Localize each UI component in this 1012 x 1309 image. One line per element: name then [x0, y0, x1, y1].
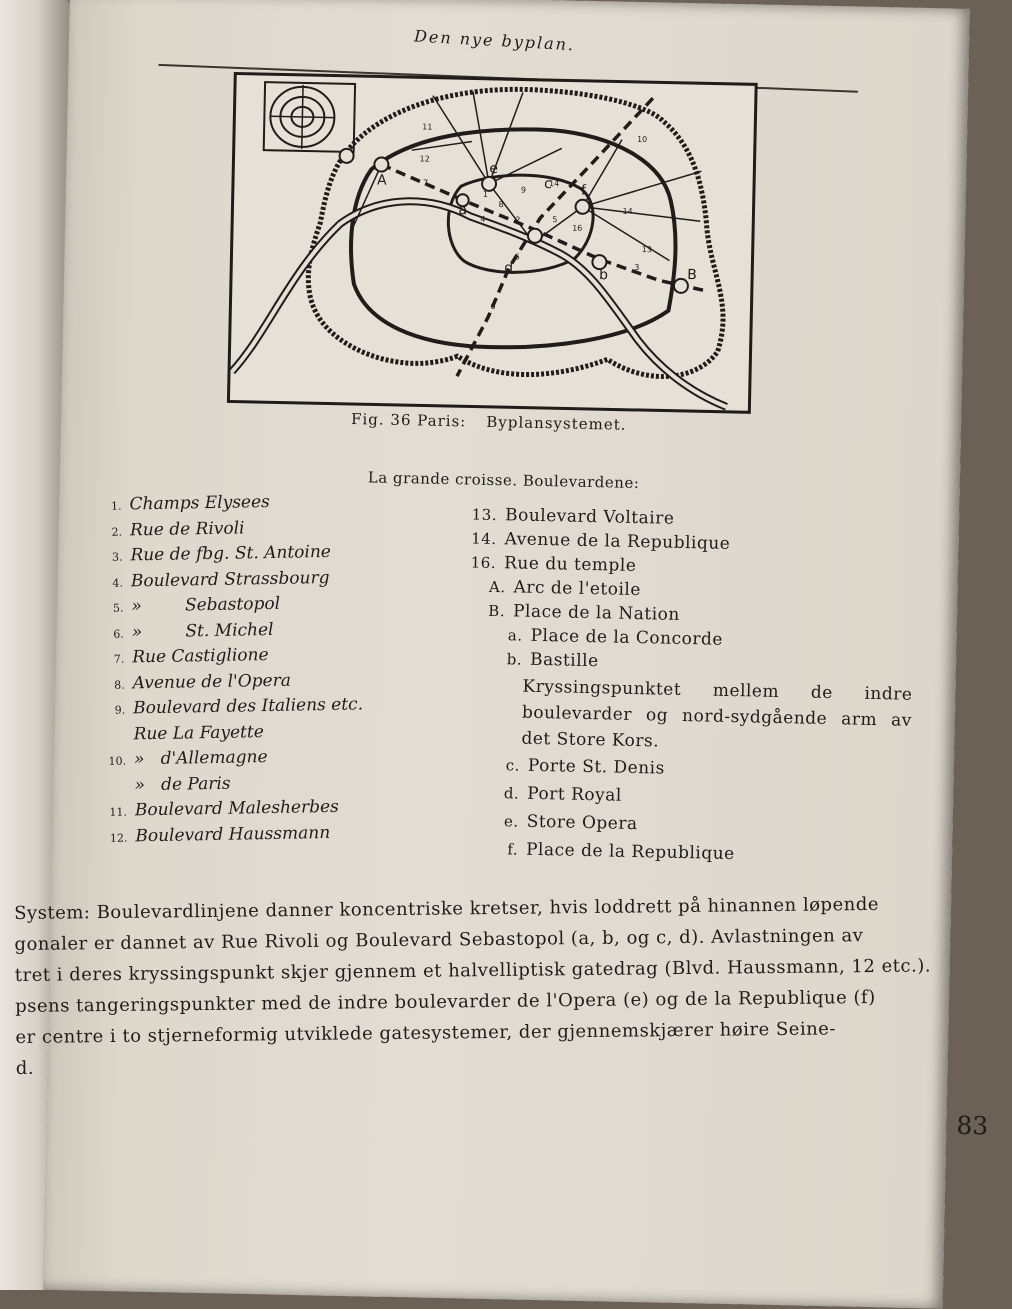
list-item: b. Bastille [506, 649, 599, 672]
svg-text:7: 7 [422, 178, 429, 188]
svg-text:10: 10 [636, 134, 648, 145]
list-item: 8. Avenue de l'Opera [114, 670, 292, 693]
concentric-circles-icon [264, 82, 355, 152]
list-item: 10. » d'Allemagne [108, 747, 268, 770]
map-label-d: d [504, 260, 514, 277]
body-line: tret i deres kryssingspunkt skjer gjennem et halvelliptisk gatedrag (Blvd. Haussmann, 12 etc.). [14, 955, 932, 986]
figure-caption-label: Fig. 36 Paris: [350, 409, 467, 431]
list-item: 11. Boulevard Malesherbes [109, 796, 339, 821]
body-paragraph [14, 888, 946, 1084]
svg-text:4: 4 [480, 214, 486, 224]
figure-caption-title: Byplansystemet. [486, 412, 627, 434]
list-item: 2. Rue de Rivoli [111, 517, 245, 540]
list-item: B. Place de la Nation [488, 601, 681, 625]
list-item: 4. Boulevard Strassbourg [112, 567, 330, 591]
svg-text:9: 9 [520, 185, 527, 195]
list-item: 5. » Sebastopol [112, 593, 281, 617]
boulevard-list-left [79, 489, 465, 853]
map-label-b: b [598, 267, 609, 284]
svg-text:8: 8 [498, 200, 504, 210]
svg-text:11: 11 [422, 122, 433, 132]
body-line: d. [15, 1057, 35, 1079]
list-item: 7. Rue Castiglione [113, 645, 269, 668]
svg-text:1: 1 [482, 189, 489, 199]
svg-text:14: 14 [548, 179, 560, 189]
paris-plan-map [226, 71, 758, 414]
list-item: 6. » St. Michel [113, 619, 274, 642]
svg-text:6: 6 [490, 301, 496, 311]
list-item: 14. Avenue de la Republique [471, 529, 731, 554]
body-line: er centre i to stjerneformig utviklede gatesystemer, der gjennemskjærer høire Seine- [15, 1018, 837, 1048]
list-item: d. Port Royal [503, 783, 623, 806]
running-head: Den nye byplan. [413, 26, 576, 55]
list-item: f. Place de la Republique [507, 839, 735, 865]
map-label-c: c [543, 175, 552, 193]
list-item: a. Place de la Concorde [507, 625, 724, 650]
svg-text:5: 5 [552, 215, 558, 225]
list-item: Rue La Fayette [133, 721, 264, 744]
map-label-a: a [458, 202, 468, 219]
boulevard-list-right [452, 504, 929, 872]
list-item: 12. Boulevard Haussmann [109, 822, 331, 846]
list-item: 9. Boulevard des Italiens etc. [114, 694, 364, 719]
list-item: 16. Rue du temple [470, 553, 637, 576]
list-item: c. Porte St. Denis [505, 755, 666, 779]
list-item: 1. Champs Elysees [111, 491, 270, 515]
svg-text:14: 14 [622, 206, 633, 216]
map-label-f: f [580, 182, 587, 199]
svg-text:6: 6 [514, 252, 520, 262]
svg-text:13: 13 [641, 245, 652, 255]
svg-text:3: 3 [634, 262, 640, 272]
body-line: System: Boulevardlinjene danner koncentriske kretser, hvis loddrett på hinannen løpende [14, 893, 880, 924]
map-label-A: A [376, 172, 387, 189]
map-label-B: B [686, 266, 697, 284]
figure-caption [351, 410, 627, 434]
list-item: 3. Rue de fbg. St. Antoine [111, 541, 332, 566]
list-heading: La grande croisse. Boulevardene: [367, 468, 640, 493]
page-number: 83 [956, 1110, 989, 1141]
book-page [43, 0, 989, 1309]
list-item: e. Store Opera [503, 811, 638, 835]
svg-text:16: 16 [572, 223, 583, 233]
list-item: A. Arc de l'etoile [488, 577, 642, 601]
crossing-note: Kryssingspunktet mellem de indre boulevarder og nord-sydgående arm av det Store Kors. [521, 676, 913, 752]
map-label-e: e [489, 160, 499, 178]
list-item: » de Paris [134, 773, 231, 795]
body-line: gonaler er dannet av Rue Rivoli og Boulevard Sebastopol (a, b, og c, d). Avlastningen av [14, 925, 864, 955]
svg-text:12: 12 [419, 154, 430, 164]
svg-text:2: 2 [515, 215, 521, 225]
list-item: 13. Boulevard Voltaire [471, 505, 675, 529]
body-line: psens tangeringspunkter med de indre boulevarder de l'Opera (e) og de la Republique (f) [15, 986, 876, 1017]
